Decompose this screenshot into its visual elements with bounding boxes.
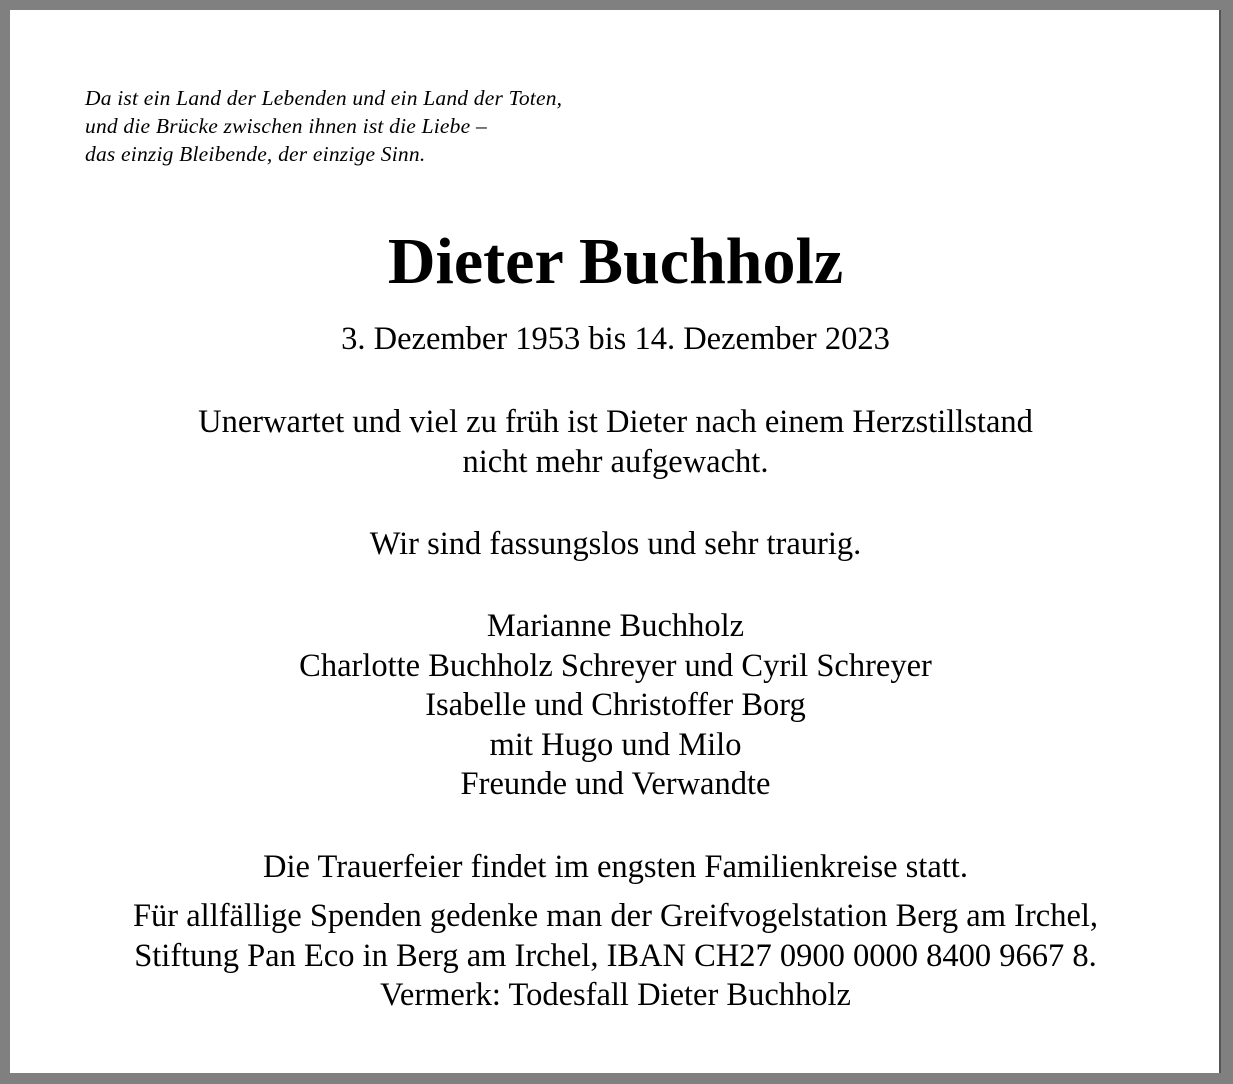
mourner-name: Isabelle und Christoffer Borg <box>425 687 806 723</box>
death-message <box>10 402 1221 482</box>
donation-line-3: Vermerk: Todesfall Dieter Buchholz <box>380 977 851 1013</box>
mourners-list <box>10 607 1221 805</box>
mourner-name: mit Hugo und Milo <box>489 726 742 763</box>
obituary-page <box>10 10 1221 1073</box>
death-message-line-2: nicht mehr aufgewacht. <box>462 444 769 480</box>
motto-quote <box>85 84 562 168</box>
donation-line-2: Stiftung Pan Eco in Berg am Irchel, IBAN CH27 0900 0000 8400 9667 8. <box>134 937 1097 974</box>
motto-line-1: Da ist ein Land der Lebenden und ein Land der Toten, <box>85 86 563 110</box>
grief-statement: Wir sind fassungslos und sehr traurig. <box>369 526 862 562</box>
mourner-name: Freunde und Verwandte <box>460 766 771 802</box>
mourner-name: Charlotte Buchholz Schreyer und Cyril Schreyer <box>299 647 932 684</box>
motto-line-3: das einzig Bleibende, der einzige Sinn. <box>85 142 426 166</box>
donation-notice <box>10 897 1221 1016</box>
motto-line-2: und die Brücke zwischen ihnen ist die Liebe – <box>85 114 487 138</box>
mourner-name: Marianne Buchholz <box>486 608 745 644</box>
life-dates: 3. Dezember 1953 bis 14. Dezember 2023 <box>341 321 890 357</box>
death-message-line-1: Unerwartet und viel zu früh ist Dieter nach einem Herzstillstand <box>198 404 1033 440</box>
donation-line-1: Für allfällige Spenden gedenke man der Greifvogelstation Berg am Irchel, <box>132 898 1099 934</box>
deceased-name: Dieter Buchholz <box>387 225 844 298</box>
funeral-notice: Die Trauerfeier findet im engsten Familienkreise statt. <box>263 849 968 885</box>
